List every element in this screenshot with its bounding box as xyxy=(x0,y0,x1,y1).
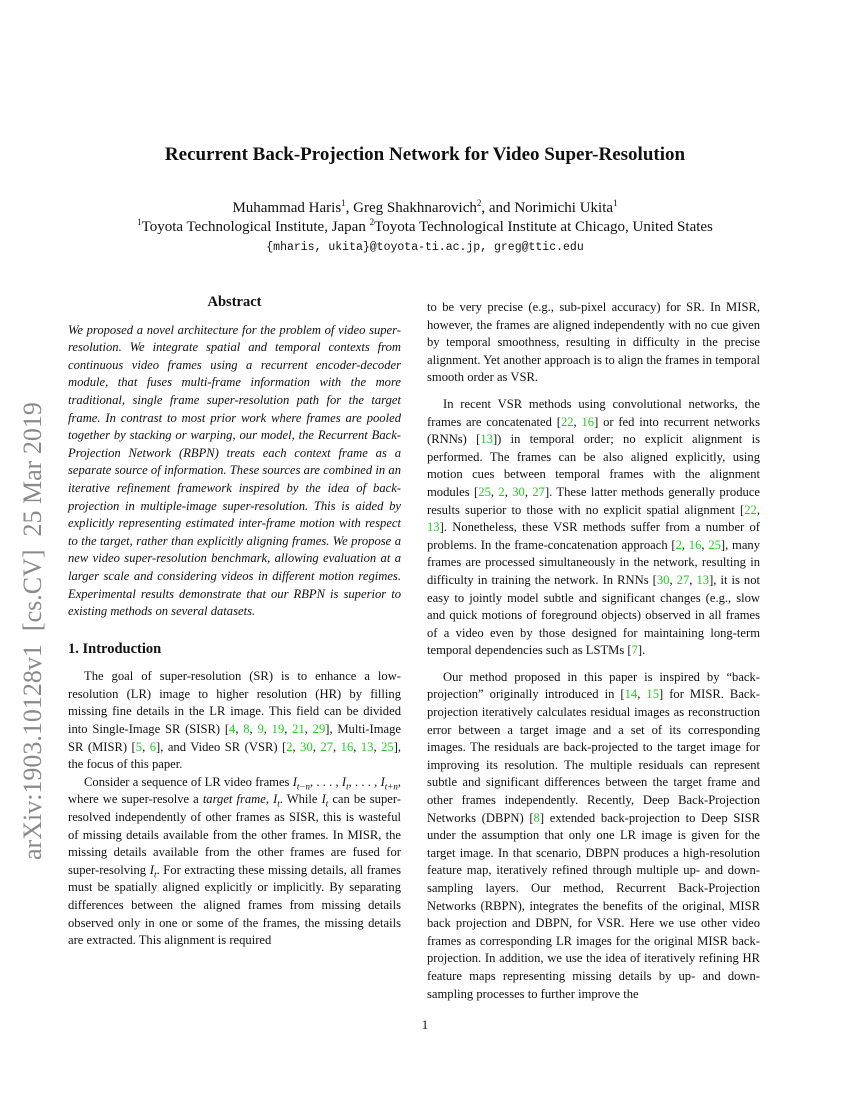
introduction-body-right xyxy=(427,299,760,1003)
body-text: , xyxy=(490,484,499,499)
body-text: , xyxy=(265,792,274,807)
introduction-heading: 1. Introduction xyxy=(68,640,162,657)
citation-link[interactable]: 14 xyxy=(624,687,638,702)
math-symbol xyxy=(273,792,280,809)
math-subscript: t xyxy=(153,869,157,880)
body-text: , xyxy=(304,722,313,737)
body-text: , xyxy=(312,739,321,754)
citation-link[interactable]: 5 xyxy=(135,739,143,754)
body-text: , xyxy=(524,484,533,499)
body-text: ]. Nonetheless, these VSR methods suffer from a number of problems. In the frame-concatenation approach [ xyxy=(427,520,760,552)
body-text: , xyxy=(333,739,341,754)
body-text: , xyxy=(142,739,150,754)
arxiv-stamp: arXiv:1903.10128v1 [cs.CV] 25 Mar 2019 xyxy=(18,402,47,860)
paragraph xyxy=(68,668,401,774)
body-text: In recent VSR methods using convolutional networks, the frames are concatenated [ xyxy=(427,396,760,429)
body-text: ]. These latter methods generally produce results superior to those with no explicit spatial alignment [ xyxy=(427,484,760,517)
math-subscript: t xyxy=(325,798,329,809)
citation-link[interactable]: 13 xyxy=(480,432,493,447)
author-name: Greg Shakhnarovich xyxy=(353,200,477,216)
body-text: , xyxy=(573,414,582,429)
body-text: , xyxy=(284,722,293,737)
citation-link[interactable]: 2 xyxy=(498,484,505,499)
body-text: The goal of super-resolution (SR) is to enhance a low-resolution (LR) image to higher resolution (HR) by filling missing fine details in the LR image. This field can be divided into Single-Image SR (SISR) [ xyxy=(68,669,401,737)
citation-link[interactable]: 22 xyxy=(560,414,574,429)
introduction-body-left xyxy=(68,668,401,950)
paragraph xyxy=(427,299,760,387)
citation-link[interactable]: 2 xyxy=(675,537,682,552)
body-text: , xyxy=(689,572,697,587)
citation-link[interactable]: 25 xyxy=(708,537,721,552)
body-text: , where we super-resolve a xyxy=(68,774,402,807)
paragraph xyxy=(68,774,401,950)
citation-link[interactable]: 13 xyxy=(427,520,440,535)
citation-link[interactable]: 19 xyxy=(271,722,285,737)
paragraph xyxy=(427,396,760,660)
body-text: ], many frames are processed simultaneously in the network, resulting in difficulty in training the network. In RNNs [ xyxy=(427,537,760,587)
math-var: I xyxy=(292,774,297,789)
citation-link[interactable]: 2 xyxy=(286,739,293,754)
citation-link[interactable]: 4 xyxy=(229,722,236,737)
math-subscript: t−n xyxy=(296,781,310,792)
body-text: , . . . , xyxy=(309,774,342,789)
citation-link[interactable]: 22 xyxy=(744,502,757,517)
body-text: , xyxy=(669,572,677,587)
body-text: ] or fed into recurrent networks (RNNs) [ xyxy=(427,414,761,447)
body-text: to be very precise (e.g., sub-pixel accuracy) for SR. In MISR, however, the frames are aligned independently with no cue given by temporal smoothness, resulting in difficulty in the precise alignment. Yet another approach is to align the frames in temporal smooth order as VSR. xyxy=(427,300,760,385)
body-text: , xyxy=(235,722,244,737)
page-number: 1 xyxy=(421,1017,429,1032)
author-name: Norimichi Ukita xyxy=(514,200,614,216)
math-subscript: t xyxy=(277,798,280,809)
citation-link[interactable]: 27 xyxy=(532,484,545,499)
author-list xyxy=(0,200,850,217)
body-text: can be super-resolved independently of other frames as SISR, this is wasteful of missing details available from the other frames. In MISR, the missing details available from the other frames are fused for super-resolving xyxy=(68,792,401,877)
body-text: ], and Video SR (VSR) [ xyxy=(156,739,287,754)
body-text: , xyxy=(701,537,709,552)
affiliation: Toyota Technological Institute at Chicago, United States xyxy=(374,219,713,235)
citation-link[interactable]: 7 xyxy=(631,643,638,658)
affil-mark: 1 xyxy=(137,217,142,227)
body-text: ] extended back-projection to Deep SISR under the assumption that only one LR image is given for the target image. In that scenario, DBPN produces a high-resolution feature map, iteratively refined through multiple up- and down-sampling layers. Our method, Recurrent Back-Projection Networks (RBPN), integrates the benefits of the original, MISR back projection and DBPN, for VSR. Here we use other video frames as corresponding LR images for the original MISR back-projection. In addition, we use the idea of iteratively refining HR feature maps representing missing details by up- and down-sampling processes to further improve the xyxy=(427,810,760,1001)
citation-link[interactable]: 13 xyxy=(696,572,710,587)
left-column xyxy=(68,294,401,950)
author-affil-mark: 2 xyxy=(476,198,482,208)
citation-link[interactable]: 16 xyxy=(340,739,354,754)
math-subscript: t xyxy=(346,781,349,792)
body-text: ]. xyxy=(637,643,646,658)
math-symbol xyxy=(341,774,349,792)
citation-link[interactable]: 9 xyxy=(257,722,264,737)
body-text: , xyxy=(373,739,382,754)
citation-link[interactable]: 6 xyxy=(149,739,156,754)
body-text: , xyxy=(681,537,689,552)
math-var: I xyxy=(273,792,278,807)
body-text: Consider a sequence of LR video frames xyxy=(84,774,293,789)
citation-link[interactable]: 25 xyxy=(478,484,491,499)
citation-link[interactable]: 13 xyxy=(360,739,374,754)
math-subscript: t+n xyxy=(384,781,398,792)
math-symbol xyxy=(380,774,398,792)
citation-link[interactable]: 30 xyxy=(300,739,313,754)
author-affil-mark: 1 xyxy=(341,198,346,208)
body-text: , . . . , xyxy=(348,774,381,789)
body-text: ], it is not easy to jointly model subtle and significant changes (e.g., slow and quick motions of foreground objects) observed in all frames of a video even by those designed for maintaining long-term temporal dependencies such as LSTMs [ xyxy=(427,572,761,658)
body-text: . While xyxy=(279,792,322,807)
body-text: ] for MISR. Back-projection iteratively calculates residual images as reconstruction error between a target image and a set of its corresponding images. The residuals are back-projected to the target image for improving its resolution. The multiple residuals can represent subtle and significant differences between the target frame and other frames independently. Recently, Deep Back-Projection Networks (DBPN) [ xyxy=(427,687,760,825)
citation-link[interactable]: 25 xyxy=(381,739,394,754)
math-var: I xyxy=(341,774,347,789)
citation-link[interactable]: 15 xyxy=(646,687,659,702)
author-separator: , xyxy=(345,200,354,216)
body-text: . For extracting these missing details, all frames must be spatially aligned explicitly or implicitly. By separating differences between the aligned frames from missing details observed only in one or some of the frames, the missing details are extracted. This alignment is required xyxy=(68,862,401,948)
citation-link[interactable]: 30 xyxy=(512,484,525,499)
emphasis-text: target frame xyxy=(202,792,266,807)
citation-link[interactable]: 27 xyxy=(320,739,333,754)
body-text: ]) in temporal order; no explicit alignment is performed. The frames can be also aligned explicitly, using motion cues between temporal frames with the alignment modules [ xyxy=(427,432,760,499)
author-name: Muhammad Haris xyxy=(232,200,342,216)
body-text: ], the focus of this paper. xyxy=(68,739,402,772)
math-symbol xyxy=(292,774,310,792)
citation-link[interactable]: 27 xyxy=(676,572,690,587)
body-text: Our method proposed in this paper is inspired by “back-projection” originally introduced in [ xyxy=(427,669,760,702)
body-text: , xyxy=(292,739,301,754)
math-var: I xyxy=(380,774,385,789)
citation-link[interactable]: 8 xyxy=(243,722,250,737)
citation-link[interactable]: 16 xyxy=(581,414,595,429)
body-text: , xyxy=(756,502,760,517)
author-affil-mark: 1 xyxy=(613,198,618,208)
citation-link[interactable]: 16 xyxy=(688,537,702,552)
affil-mark: 2 xyxy=(369,217,375,227)
abstract-heading: Abstract xyxy=(207,294,262,310)
math-var: I xyxy=(321,792,326,807)
abstract-text: We proposed a novel architecture for the problem of video super-resolution. We integrate spatial and temporal contexts from continuous video frames using a recurrent encoder-decoder module, that fuses multi-frame information with the more traditional, single frame super-resolution path for the target frame. In contrast to most prior work where frames are pooled together by stacking or warping, our model, the Recurrent Back-Projection Network (RBPN) treats each context frame as a separate source of information. These sources are combined in an iterative refinement framework inspired by the idea of back-projection in multiple-image super-resolution. This is aided by explicitly representing estimated inter-frame motion with respect to the target, rather than explicitly aligning frames. We propose a new video super-resolution benchmark, allowing evaluation at a larger scale and considering videos in different motion regimes. Experimental results demonstrate that our RBPN is superior to existing methods on several datasets. xyxy=(68,322,401,619)
body-text: ], Multi-Image SR (MISR) [ xyxy=(68,722,401,754)
paper-title: Recurrent Back-Projection Network for Video Super-Resolution xyxy=(164,144,686,165)
citation-link[interactable]: 8 xyxy=(533,810,540,825)
affiliations xyxy=(0,219,850,236)
author-emails: {mharis, ukita}@toyota-ti.ac.jp, greg@ttic.edu xyxy=(266,241,584,254)
body-text: , xyxy=(249,722,258,737)
body-text: , xyxy=(504,484,513,499)
citation-link[interactable]: 21 xyxy=(292,722,305,737)
body-text: , xyxy=(353,739,361,754)
affiliation: Toyota Technological Institute, Japan xyxy=(141,219,370,235)
citation-link[interactable]: 29 xyxy=(312,722,326,737)
citation-link[interactable]: 30 xyxy=(656,572,670,587)
body-text: , xyxy=(263,722,272,737)
author-separator: , and xyxy=(481,200,515,216)
body-text: , xyxy=(637,687,647,702)
paragraph xyxy=(427,669,760,1003)
math-var: I xyxy=(149,862,154,877)
right-column xyxy=(427,299,760,1003)
